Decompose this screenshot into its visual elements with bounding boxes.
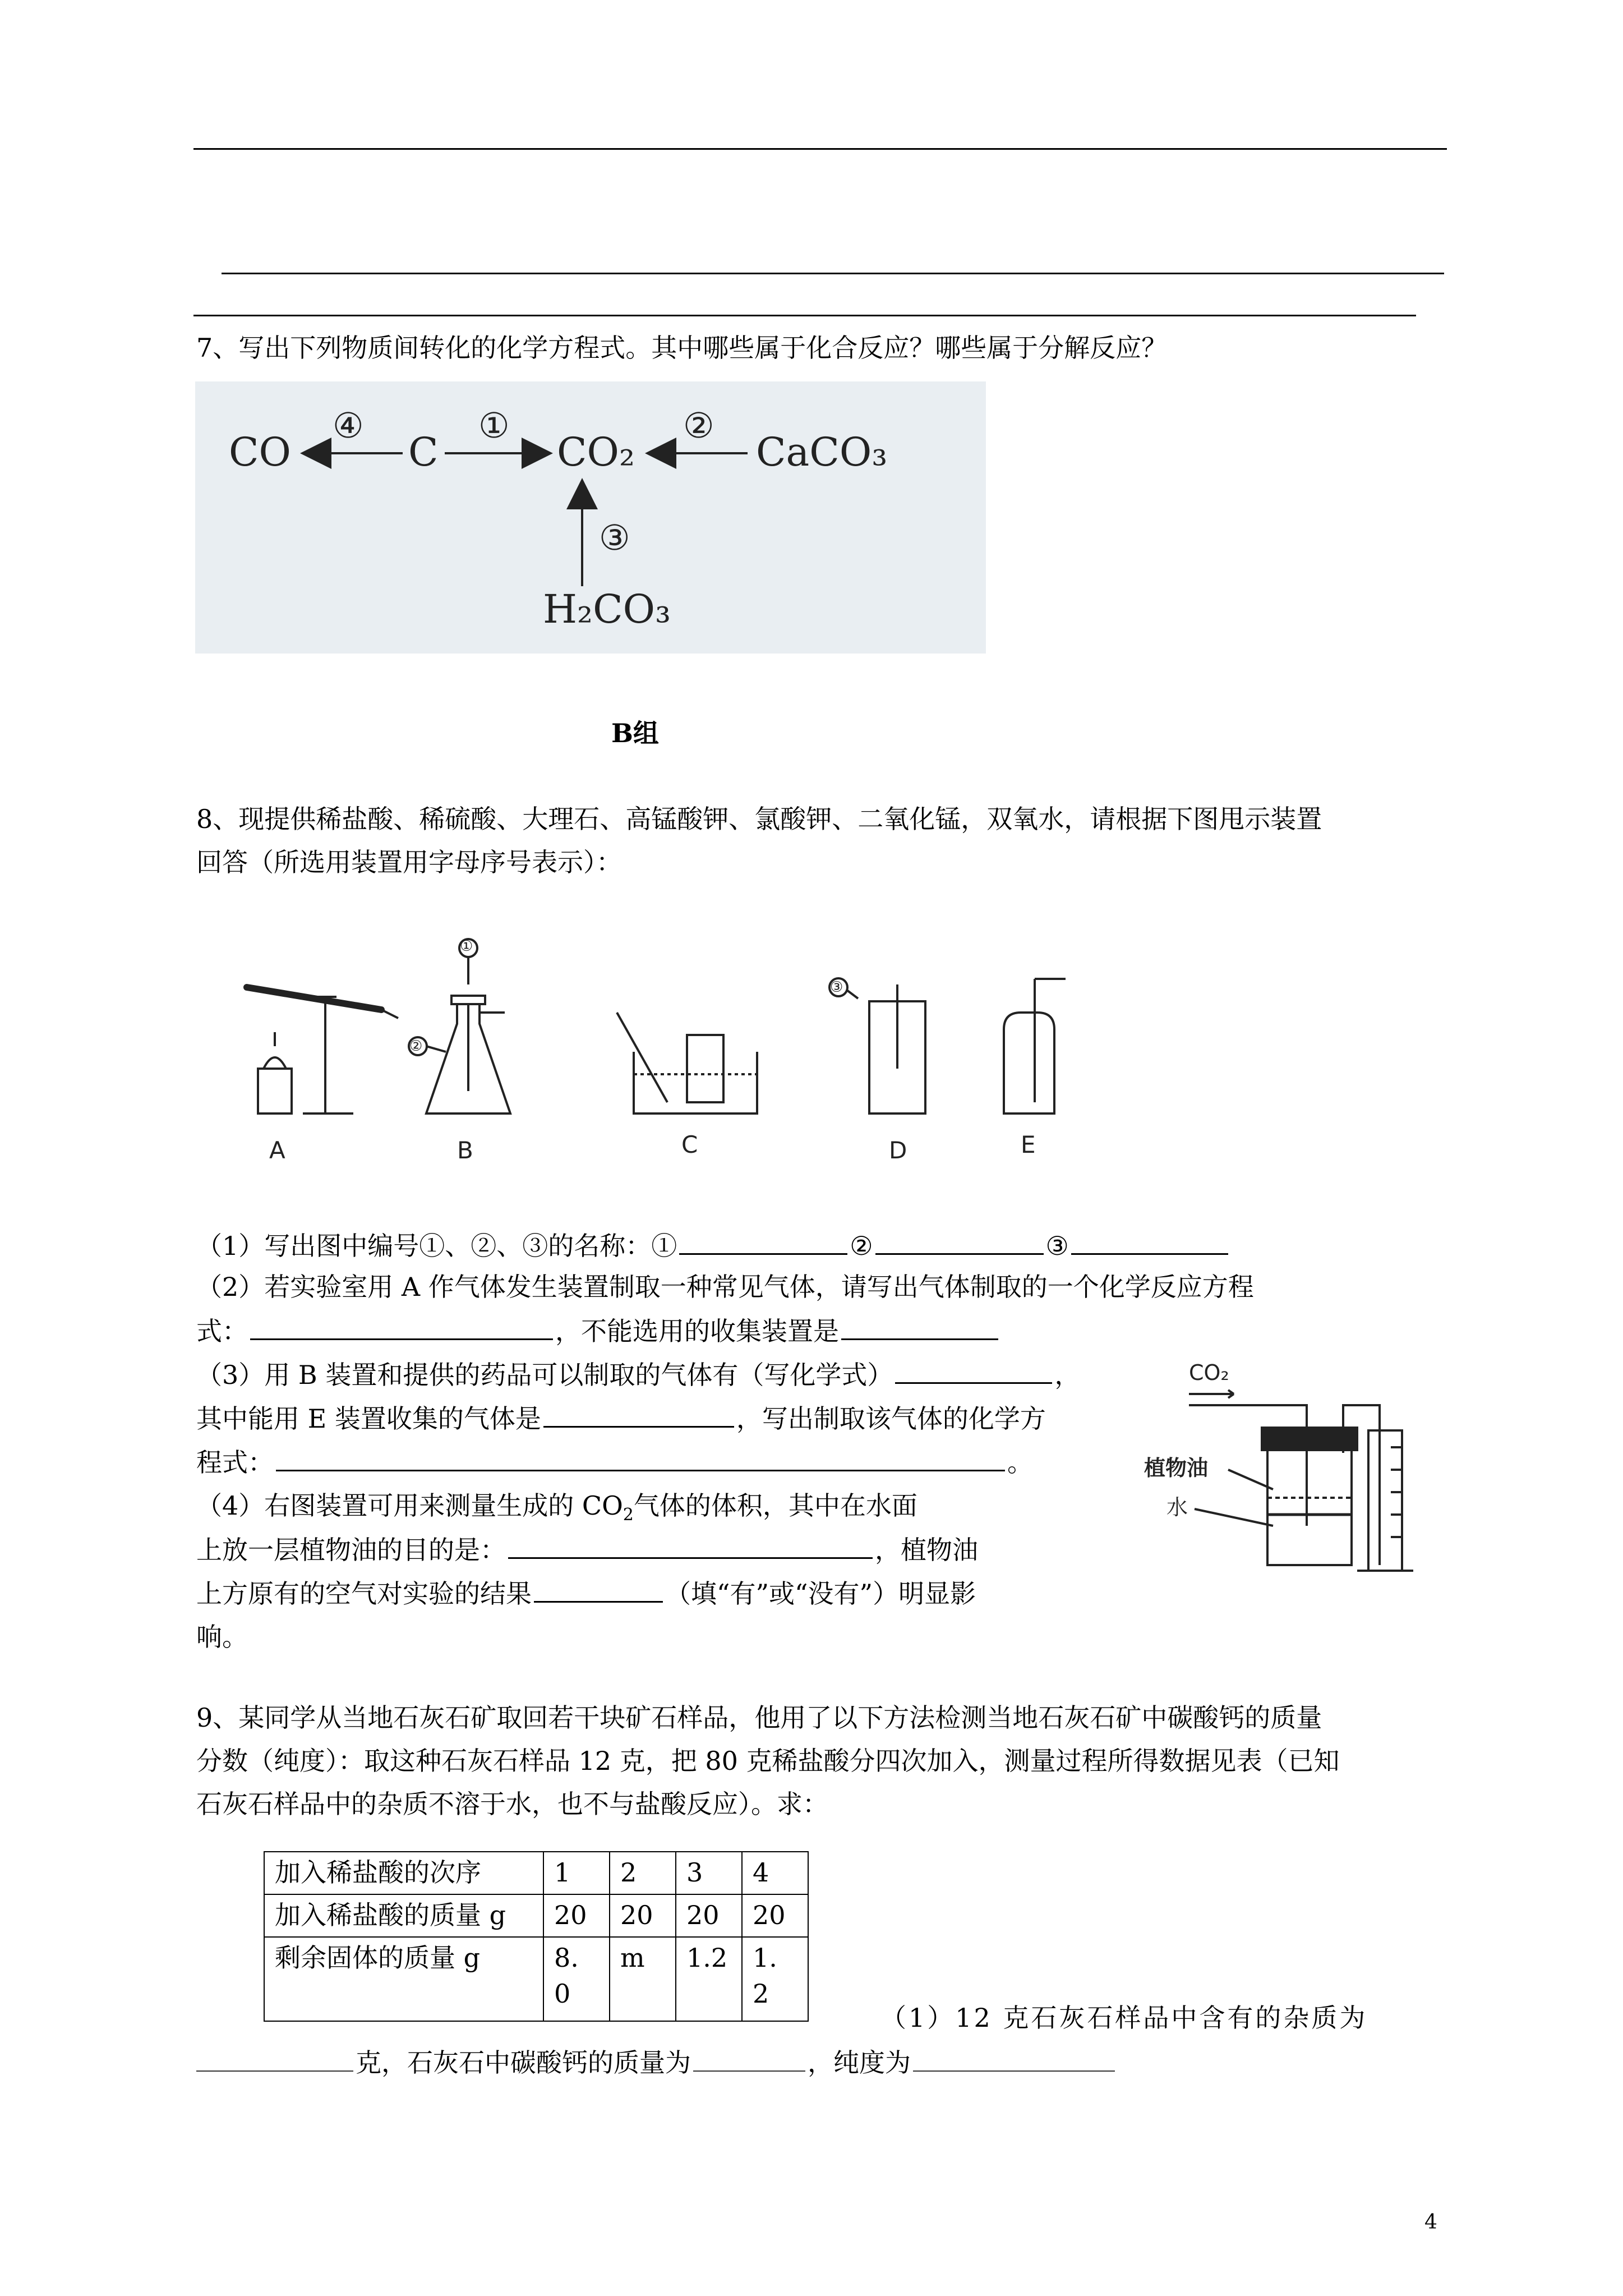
scheme-h2co3: H₂CO₃ bbox=[543, 586, 671, 632]
blank-name-1[interactable] bbox=[679, 1227, 847, 1255]
q8-p3-line2: 其中能用 E 装置收集的气体是 ，写出制取该气体的化学方 bbox=[196, 1400, 1046, 1437]
fig-oil-label: 植物油 bbox=[1144, 1456, 1209, 1480]
blank-caco3-mass[interactable] bbox=[693, 2045, 805, 2072]
q9-data-table bbox=[264, 1851, 809, 2022]
scheme-co: CO bbox=[229, 429, 291, 475]
q8-p4-line2: 上放一层植物油的目的是： ，植物油 bbox=[196, 1531, 978, 1568]
blank-name-3[interactable] bbox=[1071, 1227, 1228, 1255]
q8-p2-line2: 式： ，不能选用的收集装置是 bbox=[196, 1313, 1000, 1349]
blank-collect-a[interactable] bbox=[841, 1313, 998, 1340]
answer-line-2 bbox=[222, 273, 1444, 274]
label-b-n2: ② bbox=[409, 1038, 423, 1055]
conversion-scheme-diagram bbox=[195, 381, 986, 654]
apparatus-d bbox=[829, 978, 925, 1164]
blank-equation-b[interactable] bbox=[276, 1444, 1005, 1471]
table-row: 加入稀盐酸的次序 1 2 3 4 bbox=[264, 1852, 808, 1894]
label-e: E bbox=[1021, 1131, 1036, 1158]
scheme-n1: ① bbox=[478, 405, 510, 446]
fig-water-label: 水 bbox=[1166, 1495, 1188, 1520]
blank-impurity[interactable] bbox=[196, 2045, 353, 2072]
scheme-n3: ③ bbox=[599, 517, 630, 558]
q7-text: 7、写出下列物质间转化的化学方程式。其中哪些属于化合反应？哪些属于分解反应？ bbox=[196, 333, 1168, 363]
blank-purity[interactable] bbox=[913, 2045, 1115, 2072]
q8-p3-line1: （3）用 B 装置和提供的药品可以制取的气体有（写化学式） ， bbox=[196, 1356, 1080, 1393]
apparatus-b bbox=[409, 938, 510, 1164]
label-a: A bbox=[269, 1137, 285, 1164]
q8-p4-line3: 上方原有的空气对实验的结果 （填“有”或“没有”）明显影 bbox=[196, 1575, 976, 1612]
q9-line3: 石灰石样品中的杂质不溶于水，也不与盐酸反应）。求： bbox=[196, 1789, 828, 1819]
q8-p4-line1: （4）右图装置可用来测量生成的 $CO_2$气体的体积，其中在水面 bbox=[196, 1490, 917, 1525]
label-d-n3: ③ bbox=[830, 979, 843, 996]
group-b-heading: B组 bbox=[611, 718, 659, 748]
fig-co2-label: CO₂ bbox=[1189, 1360, 1229, 1385]
scheme-c: C bbox=[408, 429, 439, 475]
apparatus-e bbox=[1004, 979, 1066, 1158]
scheme-n4: ④ bbox=[333, 405, 364, 446]
q8-intro-2: 回答（所选用装置用字母序号表示）： bbox=[196, 847, 622, 877]
label-c: C bbox=[681, 1131, 698, 1158]
blank-gas-e[interactable] bbox=[543, 1400, 734, 1428]
q7-scheme bbox=[195, 381, 986, 654]
co2-volume-figure bbox=[1144, 1352, 1469, 1576]
table-row: 加入稀盐酸的质量 g 20 20 20 20 bbox=[264, 1894, 808, 1937]
table-row: 剩余固体的质量 g 8. 0 m 1.2 1. 2 bbox=[264, 1937, 808, 2021]
blank-equation-a[interactable] bbox=[250, 1313, 553, 1340]
apparatus-c bbox=[617, 1013, 757, 1158]
q8-p3-line3: 程式： 。 bbox=[196, 1444, 1033, 1480]
q8-apparatus-figure bbox=[224, 934, 1110, 1214]
scheme-co2: CO₂ bbox=[557, 429, 635, 475]
q9-line2: 分数（纯度）：取这种石灰石样品 12 克，把 80 克稀盐酸分四次加入，测量过程所得数据见表（已知 bbox=[196, 1746, 1340, 1776]
q8-p1: （1）写出图中编号①、②、③的名称：① ② ③ bbox=[196, 1227, 1230, 1264]
blank-name-2[interactable] bbox=[875, 1227, 1044, 1255]
answer-line-3 bbox=[193, 315, 1416, 316]
q8-intro-1: 8、现提供稀盐酸、稀硫酸、大理石、高锰酸钾、氯酸钾、二氧化锰，双氧水，请根据下图甩示装置 bbox=[196, 804, 1322, 834]
scheme-n2: ② bbox=[683, 405, 714, 446]
apparatus-a bbox=[247, 987, 398, 1164]
scheme-caco3: CaCO₃ bbox=[756, 429, 888, 475]
label-d: D bbox=[889, 1137, 907, 1164]
page-number: 4 bbox=[1424, 2211, 1437, 2234]
q9-sub1-line2: 克，石灰石中碳酸钙的质量为 ，纯度为 bbox=[196, 2045, 1117, 2081]
blank-oil-purpose[interactable] bbox=[508, 1531, 873, 1559]
label-b-n1: ① bbox=[460, 938, 473, 955]
answer-line-1 bbox=[193, 148, 1447, 150]
blank-air-effect[interactable] bbox=[534, 1575, 663, 1603]
q9-line1: 9、某同学从当地石灰石矿取回若干块矿石样品，他用了以下方法检测当地石灰石矿中碳酸钙的质量 bbox=[196, 1703, 1322, 1733]
label-b: B bbox=[457, 1137, 473, 1164]
q9-sub1-line1: （1）12 克石灰石样品中含有的杂质为 bbox=[880, 2003, 1368, 2033]
q8-p4-line4: 响。 bbox=[196, 1622, 248, 1652]
q8-p2-line1: （2）若实验室用 A 作气体发生装置制取一种常见气体，请写出气体制取的一个化学反应方程 bbox=[196, 1272, 1254, 1302]
blank-gases-b[interactable] bbox=[895, 1356, 1052, 1384]
